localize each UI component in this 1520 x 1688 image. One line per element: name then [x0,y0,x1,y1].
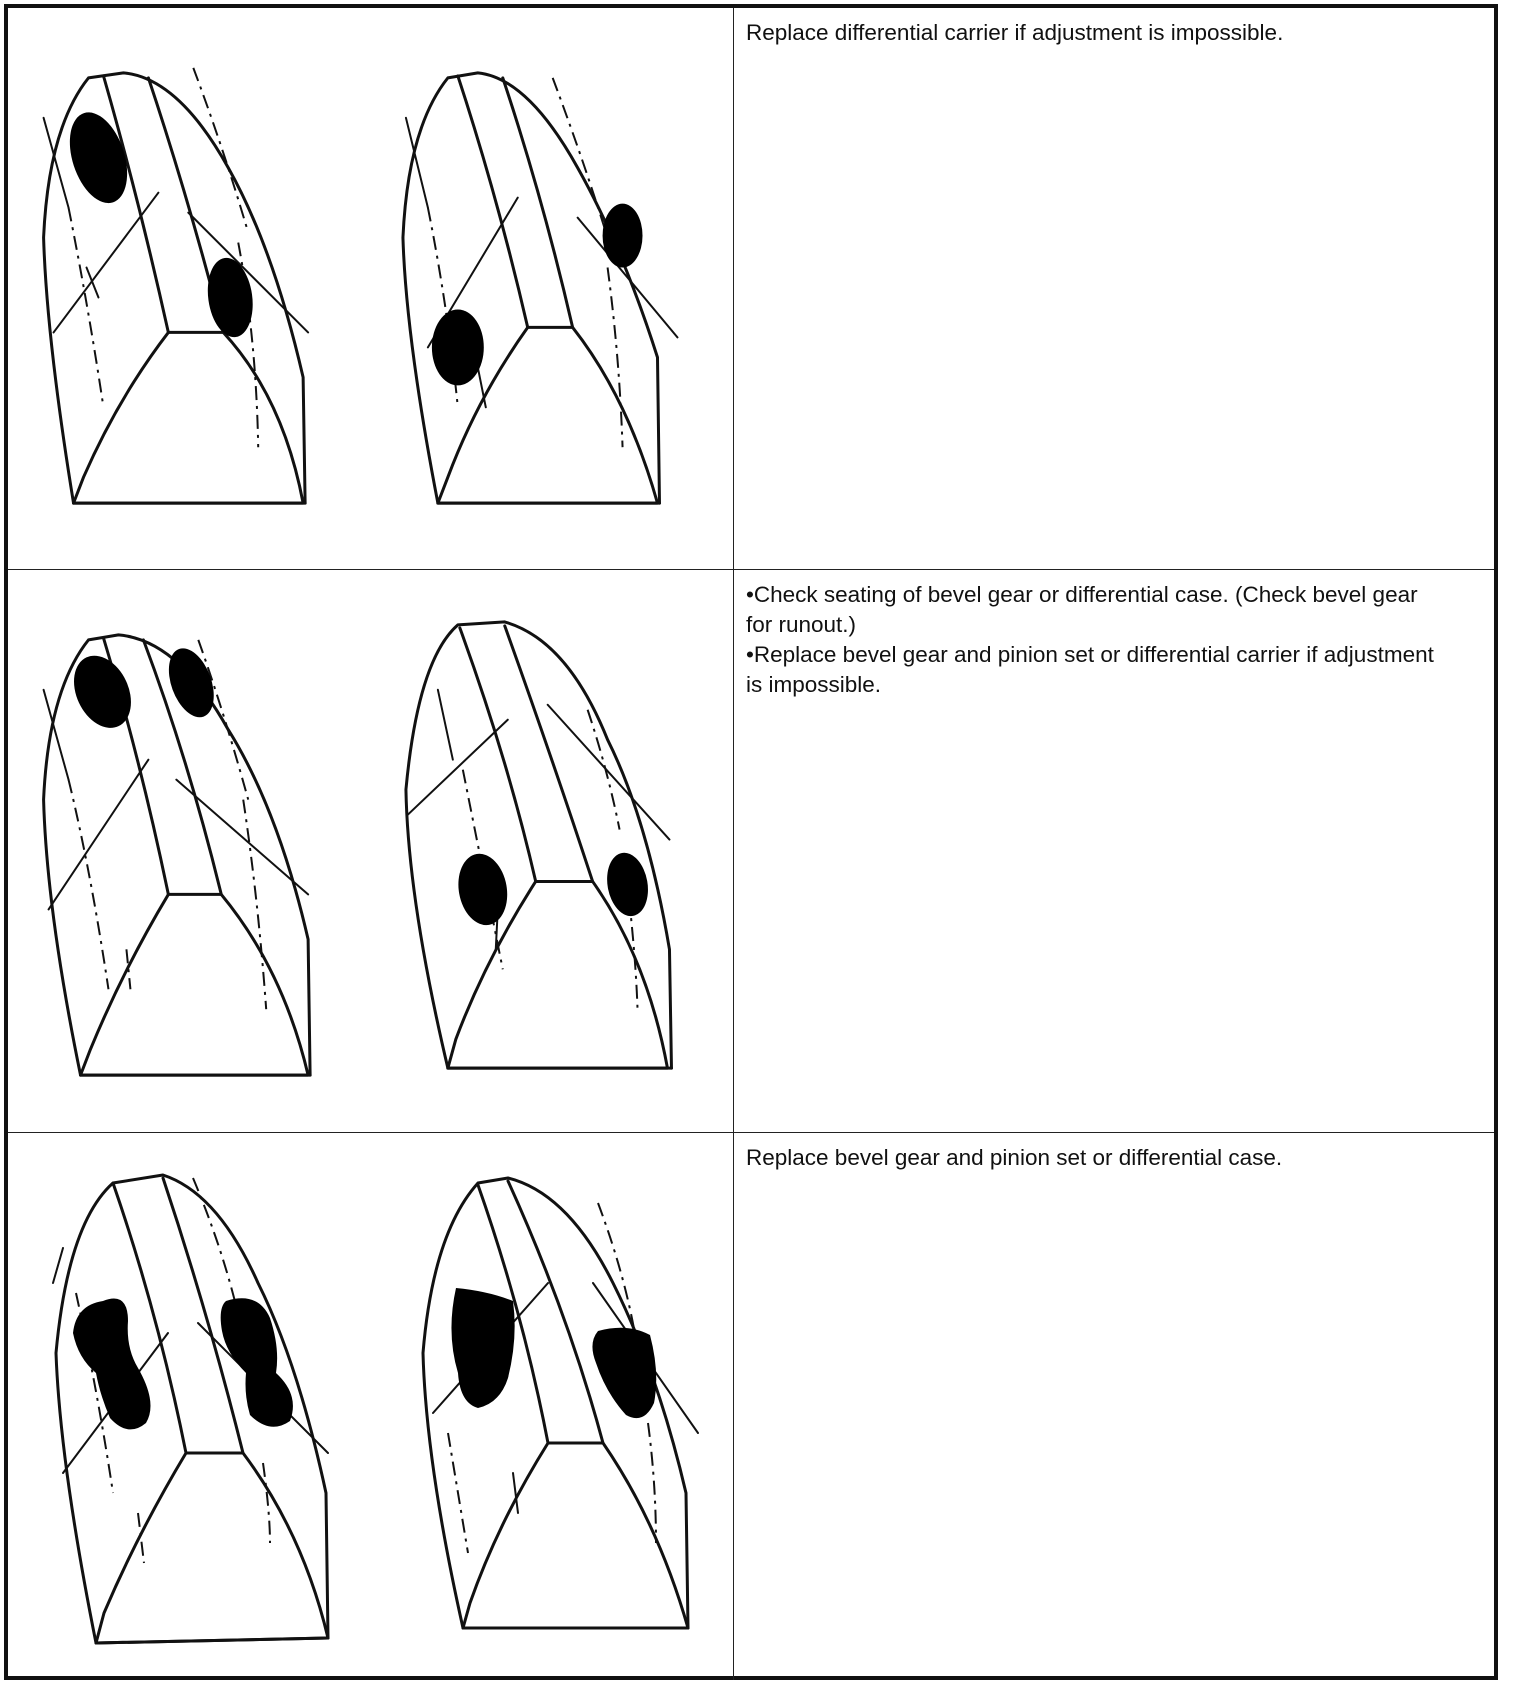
gear-tooth-right [406,622,672,1068]
contact-spot [603,204,643,268]
tooth-contact-pattern-drawing [8,8,734,569]
contact-spot [73,1299,151,1430]
tooth-contact-figure-cell [8,570,734,1132]
remedy-text [735,1133,1494,1680]
contact-spot [451,1288,514,1408]
remedy-text [735,570,1494,1132]
gear-tooth-left [44,635,311,1075]
gear-tooth-right [403,73,678,503]
table-row-3 [8,1133,1494,1680]
contact-spot [432,309,484,385]
remedy-line: Replace differential carrier if adjustment is impossible. [746,20,1284,45]
tooth-contact-figure-cell [8,1133,734,1680]
tooth-contact-pattern-drawing [8,1133,734,1680]
remedy-line: Replace bevel gear and pinion set or differential case. [746,1145,1283,1170]
tooth-contact-figure-cell [8,8,734,569]
contact-pattern-table [4,4,1498,1680]
remedy-text [735,8,1494,569]
contact-spot [592,1328,656,1418]
gear-tooth-left [53,1175,328,1643]
remedy-line: •Check seating of bevel gear or differential case. (Check bevel gear for runout.) [746,582,1418,637]
contact-spot [203,255,258,340]
tooth-contact-pattern-drawing [8,570,734,1132]
gear-tooth-right [423,1178,698,1628]
gear-tooth-left [44,68,309,503]
table-row-2 [8,570,1494,1133]
table-row-1 [8,8,1494,570]
remedy-line: •Replace bevel gear and pinion set or differential carrier if adjustment is impossible. [746,642,1434,697]
contact-spot [453,850,513,929]
